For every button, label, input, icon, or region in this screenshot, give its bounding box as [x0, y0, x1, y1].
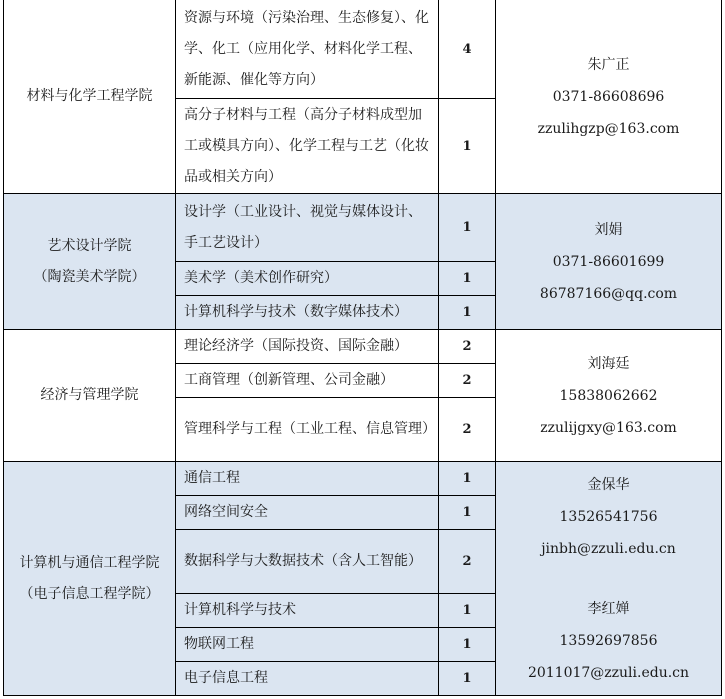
dept-name: 艺术设计学院	[47, 237, 132, 254]
major-cell: 管理科学与工程（工业工程、信息管理）	[176, 398, 439, 462]
major-cell: 设计学（工业设计、视觉与媒体设计、手工艺设计）	[176, 194, 439, 262]
contact-phone: 13526541756	[559, 508, 658, 525]
contact-email: 86787166@qq.com	[539, 285, 678, 302]
contact-name: 金保华	[587, 476, 630, 493]
table-row	[4, 0, 722, 99]
quota-cell: 2	[439, 364, 496, 398]
quota-cell: 1	[439, 462, 496, 496]
quota-cell: 1	[439, 628, 496, 662]
dept-cell	[4, 462, 176, 696]
contact-phone: 13592697856	[559, 632, 658, 649]
major-cell: 工商管理（创新管理、公司金融）	[176, 364, 439, 398]
major-cell: 网络空间安全	[176, 496, 439, 530]
dept-alt-name: （陶瓷美术学院）	[33, 268, 146, 285]
major-cell: 电子信息工程	[176, 662, 439, 696]
major-cell: 理论经济学（国际投资、国际金融）	[176, 330, 439, 364]
contact-cell	[496, 194, 722, 330]
contact-name: 朱广正	[587, 56, 630, 73]
quota-cell: 1	[439, 662, 496, 696]
major-cell: 计算机科学与技术（数字媒体技术）	[176, 296, 439, 330]
dept-name: 经济与管理学院	[40, 387, 139, 403]
dept-cell	[4, 330, 176, 462]
quota-cell: 4	[439, 0, 496, 99]
major-cell: 物联网工程	[176, 628, 439, 662]
quota-cell: 1	[439, 594, 496, 628]
dept-alt-name: （电子信息工程学院）	[19, 585, 160, 602]
quota-cell: 2	[439, 530, 496, 594]
quota-cell: 1	[439, 496, 496, 530]
contact-email: zzulihgzp@163.com	[537, 120, 680, 137]
quota-cell: 1	[439, 99, 496, 194]
contact-cell	[496, 462, 722, 696]
major-cell: 数据科学与大数据技术（含人工智能）	[176, 530, 439, 594]
contact-name: 李红婵	[587, 600, 630, 617]
recruitment-table	[3, 0, 722, 696]
table-row	[4, 194, 722, 262]
major-cell: 高分子材料与工程（高分子材料成型加工或模具方向）、化学工程与工艺（化妆品或相关方向）	[176, 99, 439, 194]
dept-name: 计算机与通信工程学院	[19, 554, 160, 571]
contact-cell	[496, 0, 722, 194]
major-cell: 资源与环境（污染治理、生态修复）、化学、化工（应用化学、材料化学工程、新能源、催化等方向）	[176, 0, 439, 99]
contact-name: 刘娟	[594, 221, 623, 238]
table-row	[4, 330, 722, 364]
contact-email: 2011017@zzuli.edu.cn	[527, 664, 690, 681]
quota-cell: 1	[439, 194, 496, 262]
dept-cell	[4, 194, 176, 330]
quota-cell: 1	[439, 296, 496, 330]
contact-phone: 15838062662	[559, 387, 658, 404]
contact-cell	[496, 330, 722, 462]
quota-cell: 2	[439, 330, 496, 364]
contact-phone: 0371-86601699	[552, 253, 665, 270]
major-cell: 美术学（美术创作研究）	[176, 262, 439, 296]
major-cell: 计算机科学与技术	[176, 594, 439, 628]
major-cell: 通信工程	[176, 462, 439, 496]
contact-email: jinbh@zzuli.edu.cn	[541, 540, 676, 557]
quota-cell: 2	[439, 398, 496, 462]
dept-cell	[4, 0, 176, 194]
table-row	[4, 462, 722, 496]
quota-cell: 1	[439, 262, 496, 296]
contact-name: 刘海廷	[587, 355, 630, 372]
contact-email: zzulijgxy@163.com	[540, 419, 677, 436]
contact-phone: 0371-86608696	[552, 88, 665, 105]
dept-name: 材料与化学工程学院	[26, 88, 153, 104]
